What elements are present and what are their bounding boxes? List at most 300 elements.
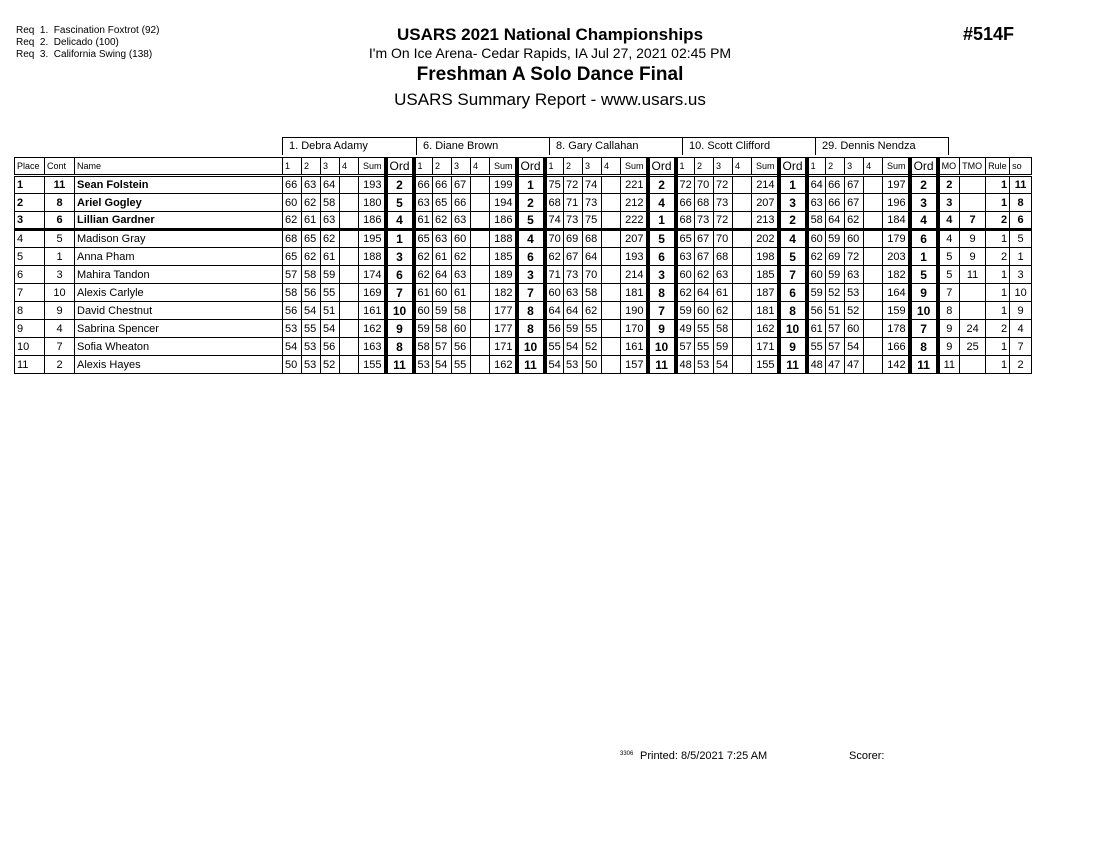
col-judge4-j4: 4 [733,158,752,176]
col-judge4-sum: Sum [752,158,779,176]
score-cell: 71 [545,266,564,284]
score-cell: 61 [302,212,321,230]
score-cell: 53 [414,356,433,374]
tmo-cell [960,194,986,212]
score-cell: 65 [414,230,433,248]
report-title: USARS Summary Report - www.usars.us [394,90,706,109]
sum-cell: 190 [621,302,648,320]
place-cell: 5 [15,248,45,266]
score-cell [864,212,883,230]
score-cell: 54 [302,302,321,320]
ordinal-cell: 10 [517,338,545,356]
score-cell: 55 [302,320,321,338]
score-cell: 55 [321,284,340,302]
ordinal-cell: 2 [648,176,676,194]
ordinal-cell: 10 [386,302,414,320]
score-cell: 62 [414,248,433,266]
score-cell [733,248,752,266]
rule-cell: 1 [986,230,1010,248]
score-cell: 53 [302,356,321,374]
column-header-row [15,158,1032,176]
contestant-number-cell: 6 [45,212,75,230]
sum-cell: 174 [359,266,386,284]
score-cell: 67 [845,176,864,194]
ordinal-cell: 11 [779,356,807,374]
rule-cell: 1 [986,356,1010,374]
table-row [15,338,1032,356]
sum-cell: 181 [621,284,648,302]
sum-cell: 162 [359,320,386,338]
rule-cell: 1 [986,194,1010,212]
place-cell: 8 [15,302,45,320]
score-cell [340,338,359,356]
skater-name-cell: Lillian Gardner [75,212,283,230]
tmo-cell: 11 [960,266,986,284]
sum-cell: 193 [359,176,386,194]
sum-cell: 161 [621,338,648,356]
score-cell: 62 [545,248,564,266]
score-cell: 52 [845,302,864,320]
score-cell: 70 [583,266,602,284]
tmo-cell: 9 [960,248,986,266]
table-row [15,176,1032,194]
ordinal-cell: 8 [910,338,938,356]
score-cell: 72 [714,212,733,230]
place-cell: 9 [15,320,45,338]
score-cell [733,284,752,302]
contestant-number-cell: 1 [45,248,75,266]
score-cell: 75 [545,176,564,194]
score-cell: 60 [845,320,864,338]
score-cell [340,230,359,248]
score-cell: 62 [302,194,321,212]
score-cell: 53 [845,284,864,302]
score-cell [340,302,359,320]
score-cell: 64 [433,266,452,284]
score-cell [340,284,359,302]
score-cell: 63 [321,212,340,230]
score-cell: 60 [695,302,714,320]
score-cell: 73 [564,266,583,284]
contestant-number-cell: 2 [45,356,75,374]
sum-cell: 161 [359,302,386,320]
so-cell: 11 [1010,176,1032,194]
score-cell [733,266,752,284]
score-cell: 49 [676,320,695,338]
score-cell: 55 [695,338,714,356]
sum-cell: 199 [490,176,517,194]
score-cell: 55 [807,338,826,356]
ordinal-cell: 10 [779,320,807,338]
contestant-number-cell: 7 [45,338,75,356]
score-cell: 63 [676,248,695,266]
score-cell: 53 [695,356,714,374]
score-cell: 74 [583,176,602,194]
sum-cell: 170 [621,320,648,338]
table-row [15,266,1032,284]
score-cell: 73 [695,212,714,230]
score-cell: 66 [452,194,471,212]
score-cell: 68 [545,194,564,212]
sum-cell: 155 [359,356,386,374]
table-row [15,212,1032,230]
ordinal-cell: 5 [386,194,414,212]
score-cell: 73 [564,212,583,230]
score-cell: 66 [676,194,695,212]
skater-name-cell: Sabrina Spencer [75,320,283,338]
ordinal-cell: 2 [910,176,938,194]
venue-datetime: I'm On Ice Arena- Cedar Rapids, IA Jul 27, 2021 02:45 PM [368,45,732,61]
score-cell [602,230,621,248]
score-cell [602,302,621,320]
ordinal-cell: 7 [386,284,414,302]
score-cell: 58 [714,320,733,338]
sum-cell: 222 [621,212,648,230]
score-cell: 69 [826,248,845,266]
score-cell: 64 [564,302,583,320]
ordinal-cell: 2 [517,194,545,212]
score-cell: 54 [845,338,864,356]
requirement-1: Req 1. Fascination Foxtrot (92) [16,25,160,36]
col-cont: Cont [45,158,75,176]
col-so: so [1010,158,1032,176]
col-judge3-j3: 3 [583,158,602,176]
skater-name-cell: Anna Pham [75,248,283,266]
contestant-number-cell: 3 [45,266,75,284]
score-cell [602,176,621,194]
score-cell [864,248,883,266]
rule-cell: 1 [986,284,1010,302]
rule-cell: 1 [986,338,1010,356]
ordinal-cell: 2 [779,212,807,230]
score-cell: 64 [583,248,602,266]
score-cell [471,194,490,212]
score-cell: 58 [321,194,340,212]
score-cell: 67 [845,194,864,212]
score-cell [733,212,752,230]
sum-cell: 196 [883,194,910,212]
table-row [15,230,1032,248]
sum-cell: 171 [490,338,517,356]
sum-cell: 198 [752,248,779,266]
col-judge1-j3: 3 [321,158,340,176]
ordinal-cell: 1 [517,176,545,194]
score-cell [864,176,883,194]
score-cell: 72 [845,248,864,266]
ordinal-cell: 9 [648,320,676,338]
ordinal-cell: 6 [517,248,545,266]
mo-cell: 4 [938,212,960,230]
score-cell: 71 [564,194,583,212]
requirement-2: Req 2. Delicado (100) [16,37,119,48]
score-cell [471,338,490,356]
score-cell: 62 [302,248,321,266]
score-cell: 65 [676,230,695,248]
ordinal-cell: 10 [910,302,938,320]
score-cell [864,320,883,338]
judge-header-row [282,137,949,155]
ordinal-cell: 3 [910,194,938,212]
score-cell: 73 [583,194,602,212]
score-cell: 62 [695,266,714,284]
ordinal-cell: 5 [517,212,545,230]
score-cell [340,212,359,230]
ordinal-cell: 9 [386,320,414,338]
score-cell: 74 [545,212,564,230]
ordinal-cell: 11 [910,356,938,374]
col-judge2-j3: 3 [452,158,471,176]
score-cell: 60 [452,320,471,338]
judge-name: 8. Gary Callahan [550,138,683,155]
sum-cell: 182 [490,284,517,302]
col-judge5-j4: 4 [864,158,883,176]
place-cell: 7 [15,284,45,302]
sum-cell: 194 [490,194,517,212]
score-cell: 63 [302,176,321,194]
score-cell: 53 [564,356,583,374]
score-cell: 58 [414,338,433,356]
ordinal-cell: 6 [648,248,676,266]
place-cell: 1 [15,176,45,194]
event-title: Freshman A Solo Dance Final [416,64,684,85]
score-cell: 61 [807,320,826,338]
score-cell: 55 [545,338,564,356]
score-cell: 68 [583,230,602,248]
sum-cell: 188 [359,248,386,266]
score-cell: 58 [583,284,602,302]
score-cell: 57 [826,320,845,338]
score-cell: 67 [695,230,714,248]
score-cell: 56 [452,338,471,356]
score-cell: 62 [807,248,826,266]
sum-cell: 207 [621,230,648,248]
score-cell: 58 [452,302,471,320]
score-cell: 62 [714,302,733,320]
sum-cell: 163 [359,338,386,356]
col-judge4-j2: 2 [695,158,714,176]
score-cell: 63 [714,266,733,284]
sum-cell: 202 [752,230,779,248]
score-cell [471,248,490,266]
score-cell [864,338,883,356]
skater-name-cell: Ariel Gogley [75,194,283,212]
event-number: #514F [963,24,1015,44]
score-cell: 60 [545,284,564,302]
score-cell: 56 [283,302,302,320]
sum-cell: 188 [490,230,517,248]
col-tmo: TMO [960,158,986,176]
col-judge1-j2: 2 [302,158,321,176]
ordinal-cell: 1 [386,230,414,248]
ordinal-cell: 2 [386,176,414,194]
score-cell: 54 [321,320,340,338]
score-cell: 47 [826,356,845,374]
col-judge1-j4: 4 [340,158,359,176]
score-cell: 73 [714,194,733,212]
score-cell: 61 [452,284,471,302]
score-cell [602,194,621,212]
score-cell: 67 [452,176,471,194]
score-cell: 62 [321,230,340,248]
table-row [15,248,1032,266]
score-cell [864,266,883,284]
score-cell: 64 [321,176,340,194]
col-judge2-ord: Ord [517,158,545,176]
sum-cell: 195 [359,230,386,248]
ordinal-cell: 9 [779,338,807,356]
col-judge2-j2: 2 [433,158,452,176]
ordinal-cell: 6 [779,284,807,302]
table-row [15,302,1032,320]
sum-cell: 180 [359,194,386,212]
score-cell [864,230,883,248]
contestant-number-cell: 11 [45,176,75,194]
score-cell [733,338,752,356]
score-cell: 47 [845,356,864,374]
competition-title: USARS 2021 National Championships [396,25,704,44]
sum-cell: 203 [883,248,910,266]
mo-cell: 7 [938,284,960,302]
score-cell: 59 [676,302,695,320]
col-judge5-j3: 3 [845,158,864,176]
ordinal-cell: 8 [517,320,545,338]
mo-cell: 5 [938,248,960,266]
col-judge3-j4: 4 [602,158,621,176]
score-cell [471,284,490,302]
ordinal-cell: 8 [779,302,807,320]
skater-name-cell: Sean Folstein [75,176,283,194]
ordinal-cell: 5 [910,266,938,284]
score-cell [864,284,883,302]
col-place: Place [15,158,45,176]
score-cell: 55 [695,320,714,338]
score-cell: 51 [321,302,340,320]
ordinal-cell: 6 [910,230,938,248]
contestant-number-cell: 9 [45,302,75,320]
place-cell: 6 [15,266,45,284]
score-cell [733,176,752,194]
contestant-number-cell: 5 [45,230,75,248]
score-cell [602,266,621,284]
score-cell: 57 [676,338,695,356]
skater-name-cell: Madison Gray [75,230,283,248]
scorer-label: Scorer: [849,750,885,762]
tmo-cell: 24 [960,320,986,338]
score-cell: 56 [302,284,321,302]
score-cell: 66 [826,176,845,194]
skater-name-cell: David Chestnut [75,302,283,320]
sum-cell: 181 [752,302,779,320]
col-judge4-j1: 1 [676,158,695,176]
score-cell: 59 [564,320,583,338]
score-cell [602,320,621,338]
col-judge5-j1: 1 [807,158,826,176]
score-cell: 59 [714,338,733,356]
score-cell: 63 [433,230,452,248]
ordinal-cell: 8 [517,302,545,320]
so-cell: 5 [1010,230,1032,248]
score-cell: 57 [826,338,845,356]
ordinal-cell: 3 [648,266,676,284]
score-cell: 62 [452,248,471,266]
score-cell: 62 [845,212,864,230]
mo-cell: 9 [938,338,960,356]
score-cell: 53 [283,320,302,338]
place-cell: 4 [15,230,45,248]
sum-cell: 162 [752,320,779,338]
score-cell: 61 [321,248,340,266]
rule-cell: 1 [986,302,1010,320]
score-cell [340,266,359,284]
so-cell: 4 [1010,320,1032,338]
ordinal-cell: 7 [779,266,807,284]
sum-cell: 212 [621,194,648,212]
sum-cell: 193 [621,248,648,266]
score-cell: 65 [283,248,302,266]
ordinal-cell: 8 [386,338,414,356]
ordinal-cell: 11 [517,356,545,374]
score-cell: 57 [283,266,302,284]
score-cell: 59 [433,302,452,320]
score-cell [471,266,490,284]
score-cell: 70 [695,176,714,194]
score-cell: 67 [564,248,583,266]
sum-cell: 164 [883,284,910,302]
score-cell: 52 [826,284,845,302]
rule-cell: 2 [986,212,1010,230]
score-cell: 59 [807,284,826,302]
score-cell: 61 [714,284,733,302]
score-cell: 60 [414,302,433,320]
score-cell [733,320,752,338]
sum-cell: 155 [752,356,779,374]
ordinal-cell: 4 [779,230,807,248]
col-judge3-sum: Sum [621,158,648,176]
sum-cell: 169 [359,284,386,302]
ordinal-cell: 4 [648,194,676,212]
score-cell: 56 [321,338,340,356]
col-judge3-ord: Ord [648,158,676,176]
score-cell: 48 [807,356,826,374]
sum-cell: 197 [883,176,910,194]
requirements-list [16,25,159,61]
score-cell: 63 [564,284,583,302]
ordinal-cell: 6 [386,266,414,284]
sum-cell: 214 [752,176,779,194]
skater-name-cell: Alexis Hayes [75,356,283,374]
score-cell: 70 [545,230,564,248]
sum-cell: 178 [883,320,910,338]
score-cell: 52 [583,338,602,356]
score-cell: 63 [414,194,433,212]
score-cell: 64 [695,284,714,302]
score-cell: 75 [583,212,602,230]
ordinal-cell: 4 [910,212,938,230]
score-cell: 66 [826,194,845,212]
sum-cell: 182 [883,266,910,284]
score-cell [340,356,359,374]
tmo-cell: 7 [960,212,986,230]
ordinal-cell: 1 [779,176,807,194]
col-judge5-sum: Sum [883,158,910,176]
place-cell: 11 [15,356,45,374]
tmo-cell [960,176,986,194]
sum-cell: 177 [490,302,517,320]
sum-cell: 171 [752,338,779,356]
score-cell: 58 [283,284,302,302]
ordinal-cell: 7 [910,320,938,338]
judge-name: 1. Debra Adamy [283,138,417,155]
